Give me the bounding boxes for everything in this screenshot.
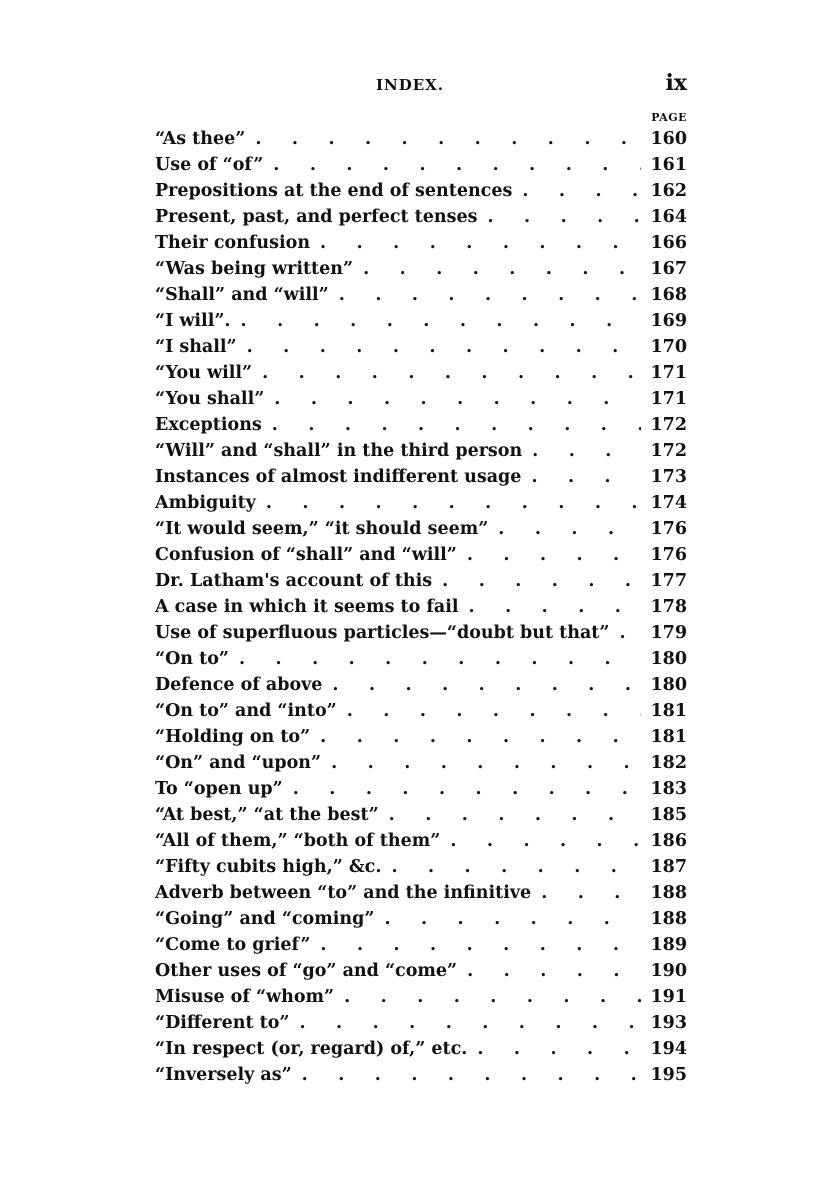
index-entry-page: 168 xyxy=(650,285,687,305)
index-entry-page: 195 xyxy=(650,1065,687,1085)
index-entry-page: 180 xyxy=(650,649,687,669)
index-entry xyxy=(155,1010,687,1036)
index-entry-text: “Inversely as” xyxy=(155,1065,292,1085)
index-entries xyxy=(155,126,687,1088)
index-entry-page: 183 xyxy=(650,779,687,799)
page-column-label: PAGE xyxy=(651,111,687,124)
index-entry xyxy=(155,906,687,932)
index-entry-page: 188 xyxy=(650,909,687,929)
index-entry-page: 177 xyxy=(650,571,687,591)
index-entry xyxy=(155,126,687,152)
dot-leader xyxy=(498,516,641,542)
dot-leader xyxy=(320,724,641,750)
dot-leader xyxy=(467,542,641,568)
index-entry-page: 194 xyxy=(650,1039,687,1059)
index-entry-text: A case in which it seems to fail xyxy=(155,597,459,617)
index-entry xyxy=(155,620,687,646)
index-entry-page: 171 xyxy=(650,363,687,383)
dot-leader xyxy=(255,126,641,152)
index-entry-page: 189 xyxy=(650,935,687,955)
index-entry-page: 169 xyxy=(650,311,687,331)
index-entry xyxy=(155,178,687,204)
index-entry-page: 170 xyxy=(650,337,687,357)
index-entry xyxy=(155,204,687,230)
dot-leader xyxy=(293,776,641,802)
page-number: ix xyxy=(665,70,687,96)
running-title: INDEX. xyxy=(375,76,445,94)
index-entry xyxy=(155,802,687,828)
index-entry xyxy=(155,516,687,542)
dot-leader xyxy=(302,1062,641,1088)
index-entry xyxy=(155,334,687,360)
index-entry-text: “It would seem,” “it should seem” xyxy=(155,519,489,539)
index-entry-text: Adverb between “to” and the infinitive xyxy=(155,883,532,903)
index-entry-page: 185 xyxy=(650,805,687,825)
dot-leader xyxy=(541,880,641,906)
dot-leader xyxy=(347,698,641,724)
index-entry-page: 188 xyxy=(650,883,687,903)
index-entry xyxy=(155,958,687,984)
index-entry xyxy=(155,1036,687,1062)
index-entry-page: 181 xyxy=(650,701,687,721)
dot-leader xyxy=(266,490,641,516)
index-entry xyxy=(155,854,687,880)
index-entry xyxy=(155,880,687,906)
dot-leader xyxy=(477,1036,641,1062)
index-entry-text: Ambiguity xyxy=(155,493,256,513)
index-entry-text: “I shall” xyxy=(155,337,237,357)
index-entry-text: “Will” and “shall” in the third person xyxy=(155,441,523,461)
dot-leader xyxy=(332,672,641,698)
index-entry xyxy=(155,568,687,594)
index-entry-page: 176 xyxy=(650,545,687,565)
index-entry-page: 181 xyxy=(650,727,687,747)
index-entry-text: Exceptions xyxy=(155,415,262,435)
dot-leader xyxy=(619,620,641,646)
index-entry-text: Present, past, and perfect tenses xyxy=(155,207,478,227)
index-entry xyxy=(155,724,687,750)
index-entry xyxy=(155,230,687,256)
index-entry xyxy=(155,542,687,568)
dot-leader xyxy=(487,204,641,230)
index-entry-page: 186 xyxy=(650,831,687,851)
index-entry xyxy=(155,360,687,386)
index-entry-text: Prepositions at the end of sentences xyxy=(155,181,513,201)
index-entry-text: “As thee” xyxy=(155,129,246,149)
index-entry xyxy=(155,984,687,1010)
dot-leader xyxy=(469,594,641,620)
dot-leader xyxy=(331,750,641,776)
dot-leader xyxy=(450,828,641,854)
dot-leader xyxy=(389,802,641,828)
dot-leader xyxy=(532,438,641,464)
index-entry-text: “Holding on to” xyxy=(155,727,311,747)
index-entry-text: “On to” xyxy=(155,649,229,669)
index-entry-text: “Was being written” xyxy=(155,259,354,279)
index-entry xyxy=(155,308,687,334)
index-entry-page: 178 xyxy=(650,597,687,617)
index-entry-text: “All of them,” “both of them” xyxy=(155,831,441,851)
index-entry-page: 193 xyxy=(650,1013,687,1033)
index-entry-page: 176 xyxy=(650,519,687,539)
index-entry-text: Confusion of “shall” and “will” xyxy=(155,545,457,565)
dot-leader xyxy=(384,906,641,932)
dot-leader xyxy=(467,958,641,984)
index-entry-page: 173 xyxy=(650,467,687,487)
index-entry xyxy=(155,932,687,958)
index-entry-text: Use of superfluous particles—“doubt but that” xyxy=(155,623,610,643)
index-entry-page: 191 xyxy=(650,987,687,1007)
index-entry xyxy=(155,776,687,802)
dot-leader xyxy=(274,386,641,412)
index-entry-page: 187 xyxy=(650,857,687,877)
index-entry-text: “You will” xyxy=(155,363,253,383)
dot-leader xyxy=(262,360,641,386)
index-entry-page: 172 xyxy=(650,415,687,435)
index-entry-text: “Shall” and “will” xyxy=(155,285,329,305)
dot-leader xyxy=(272,412,641,438)
index-entry-text: “Fifty cubits high,” &c. xyxy=(155,857,382,877)
dot-leader xyxy=(391,854,641,880)
index-entry-text: “Going” and “coming” xyxy=(155,909,375,929)
index-entry-text: Use of “of” xyxy=(155,155,264,175)
dot-leader xyxy=(344,984,641,1010)
index-entry-text: Their confusion xyxy=(155,233,311,253)
dot-leader xyxy=(363,256,641,282)
index-entry-page: 180 xyxy=(650,675,687,695)
index-entry xyxy=(155,412,687,438)
index-entry-page: 160 xyxy=(650,129,687,149)
index-entry-text: “At best,” “at the best” xyxy=(155,805,379,825)
index-entry-text: “On to” and “into” xyxy=(155,701,337,721)
index-entry-text: “In respect (or, regard) of,” etc. xyxy=(155,1039,468,1059)
index-entry-text: “You shall” xyxy=(155,389,265,409)
index-entry-page: 171 xyxy=(650,389,687,409)
dot-leader xyxy=(522,178,641,204)
index-entry-page: 164 xyxy=(650,207,687,227)
index-entry xyxy=(155,646,687,672)
dot-leader xyxy=(442,568,641,594)
index-entry-page: 162 xyxy=(650,181,687,201)
index-entry xyxy=(155,256,687,282)
index-entry-text: Defence of above xyxy=(155,675,323,695)
dot-leader xyxy=(320,932,641,958)
dot-leader xyxy=(320,230,641,256)
index-entry xyxy=(155,1062,687,1088)
index-entry xyxy=(155,282,687,308)
index-entry-page: 190 xyxy=(650,961,687,981)
index-entry xyxy=(155,386,687,412)
index-entry xyxy=(155,750,687,776)
index-entry-page: 166 xyxy=(650,233,687,253)
index-entry-text: “I will”. xyxy=(155,311,231,331)
index-entry xyxy=(155,490,687,516)
index-entry xyxy=(155,438,687,464)
index-entry-text: “Different to” xyxy=(155,1013,290,1033)
index-entry-page: 167 xyxy=(650,259,687,279)
index-entry xyxy=(155,152,687,178)
index-entry-page: 161 xyxy=(650,155,687,175)
dot-leader xyxy=(273,152,641,178)
index-entry xyxy=(155,698,687,724)
dot-leader xyxy=(299,1010,641,1036)
index-entry-page: 174 xyxy=(650,493,687,513)
index-entry-text: Dr. Latham's account of this xyxy=(155,571,433,591)
index-entry-text: To “open up” xyxy=(155,779,283,799)
index-entry-text: Instances of almost indifferent usage xyxy=(155,467,522,487)
index-entry xyxy=(155,672,687,698)
index-entry xyxy=(155,828,687,854)
index-entry-text: Other uses of “go” and “come” xyxy=(155,961,458,981)
dot-leader xyxy=(247,334,641,360)
index-entry-page: 179 xyxy=(650,623,687,643)
index-entry-page: 172 xyxy=(650,441,687,461)
dot-leader xyxy=(239,646,641,672)
dot-leader xyxy=(241,308,641,334)
index-entry-text: “Come to grief” xyxy=(155,935,311,955)
index-entry-page: 182 xyxy=(650,753,687,773)
index-entry xyxy=(155,464,687,490)
dot-leader xyxy=(531,464,641,490)
index-entry-text: “On” and “upon” xyxy=(155,753,322,773)
index-entry-text: Misuse of “whom” xyxy=(155,987,335,1007)
index-entry xyxy=(155,594,687,620)
dot-leader xyxy=(339,282,641,308)
